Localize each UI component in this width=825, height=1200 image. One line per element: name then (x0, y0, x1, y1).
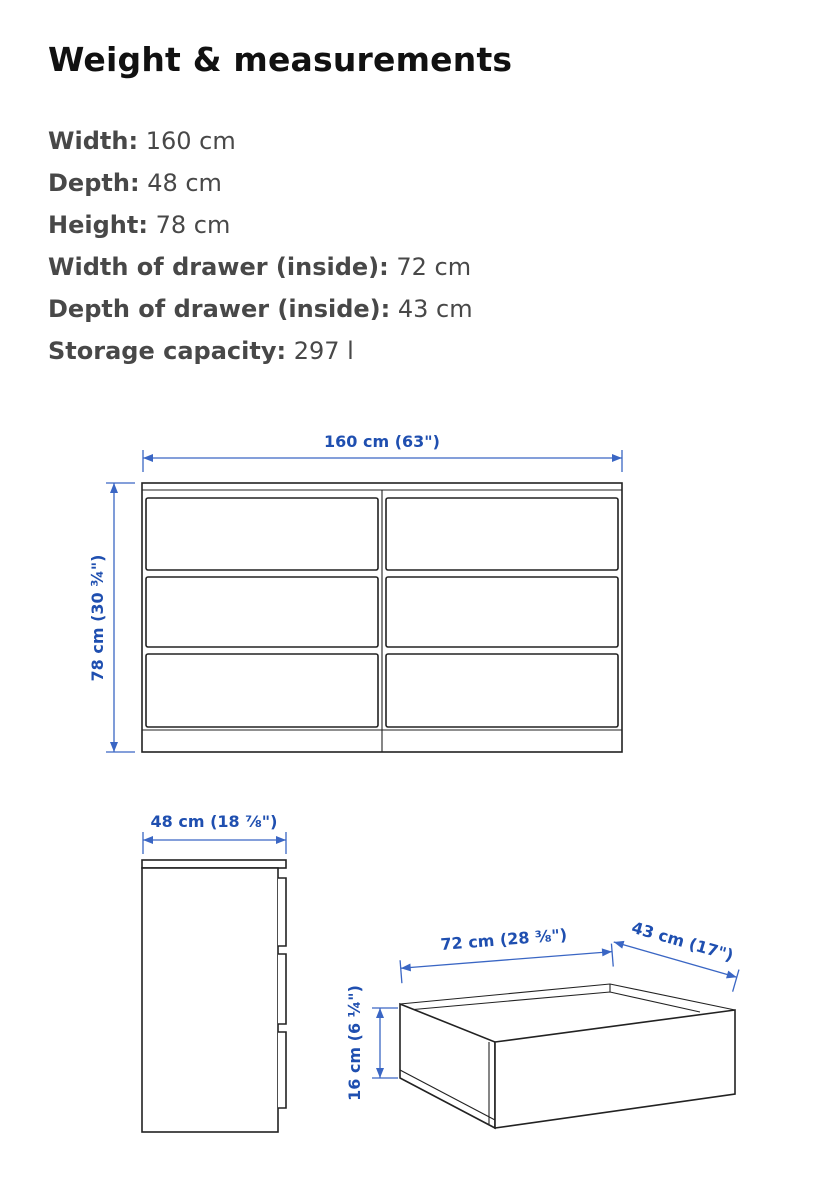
drawer-front (386, 498, 618, 570)
drawer-depth-dimension (610, 914, 745, 992)
side-drawer-edge (278, 1032, 286, 1108)
side-depth-label: 48 cm (18 ⅞") (150, 812, 278, 831)
spec-row-height (48, 204, 473, 246)
drawer-front-panel (495, 1010, 735, 1128)
spec-label: Height: (48, 211, 148, 239)
drawer-view (345, 914, 745, 1128)
front-view (88, 432, 622, 752)
front-width-label: 160 cm (63") (324, 432, 440, 451)
drawer-width-label: 72 cm (28 ⅜") (439, 925, 568, 954)
spec-row-depth (48, 162, 473, 204)
spec-row-width (48, 120, 473, 162)
dimension-diagram (0, 400, 825, 1190)
drawer-inner-rim (408, 992, 700, 1012)
drawer-depth-label: 43 cm (17") (629, 917, 736, 965)
drawer-width-tick-left (400, 960, 402, 983)
spec-label: Storage capacity: (48, 337, 287, 365)
spec-label: Depth: (48, 169, 140, 197)
drawer-left-side (400, 1004, 495, 1128)
drawer-front (146, 577, 378, 647)
spec-row-storage (48, 330, 473, 372)
spec-label: Width: (48, 127, 139, 155)
spec-value: 72 cm (396, 253, 472, 281)
front-height-label: 78 cm (30 ¾") (88, 554, 107, 682)
spec-value: 48 cm (147, 169, 222, 197)
drawer-front (386, 577, 618, 647)
arrow-icon (376, 1068, 384, 1078)
spec-value: 43 cm (397, 295, 473, 323)
spec-label: Depth of drawer (inside): (48, 295, 391, 323)
drawer-front (146, 498, 378, 570)
drawer-width-dimension (398, 922, 613, 983)
arrow-icon (602, 948, 613, 957)
arrow-icon (376, 1008, 384, 1018)
side-view (142, 812, 286, 1132)
arrow-icon (613, 938, 625, 948)
side-drawer-edge (278, 954, 286, 1024)
spec-value: 160 cm (145, 127, 236, 155)
drawer-front (386, 654, 618, 727)
spec-value: 78 cm (155, 211, 231, 239)
drawer-front (146, 654, 378, 727)
side-top (142, 860, 286, 868)
arrow-icon (143, 454, 153, 462)
page-title: Weight & measurements (48, 40, 513, 79)
drawer-height-label: 16 cm (6 ¼") (345, 985, 364, 1101)
arrow-icon (612, 454, 622, 462)
specs-list (48, 120, 473, 372)
arrow-icon (110, 483, 118, 493)
drawer-width-tick-right (611, 944, 613, 967)
side-drawer-edge (278, 878, 286, 946)
spec-value: 297 l (293, 337, 354, 365)
spec-label: Width of drawer (inside): (48, 253, 389, 281)
spec-row-drawer-depth (48, 288, 473, 330)
arrow-icon (276, 836, 286, 844)
arrow-icon (110, 742, 118, 752)
drawer-depth-tick-right (733, 970, 739, 992)
arrow-icon (143, 836, 153, 844)
side-body (142, 868, 278, 1132)
drawer-width-line (401, 952, 612, 969)
spec-row-drawer-width (48, 246, 473, 288)
arrow-icon (400, 963, 411, 972)
